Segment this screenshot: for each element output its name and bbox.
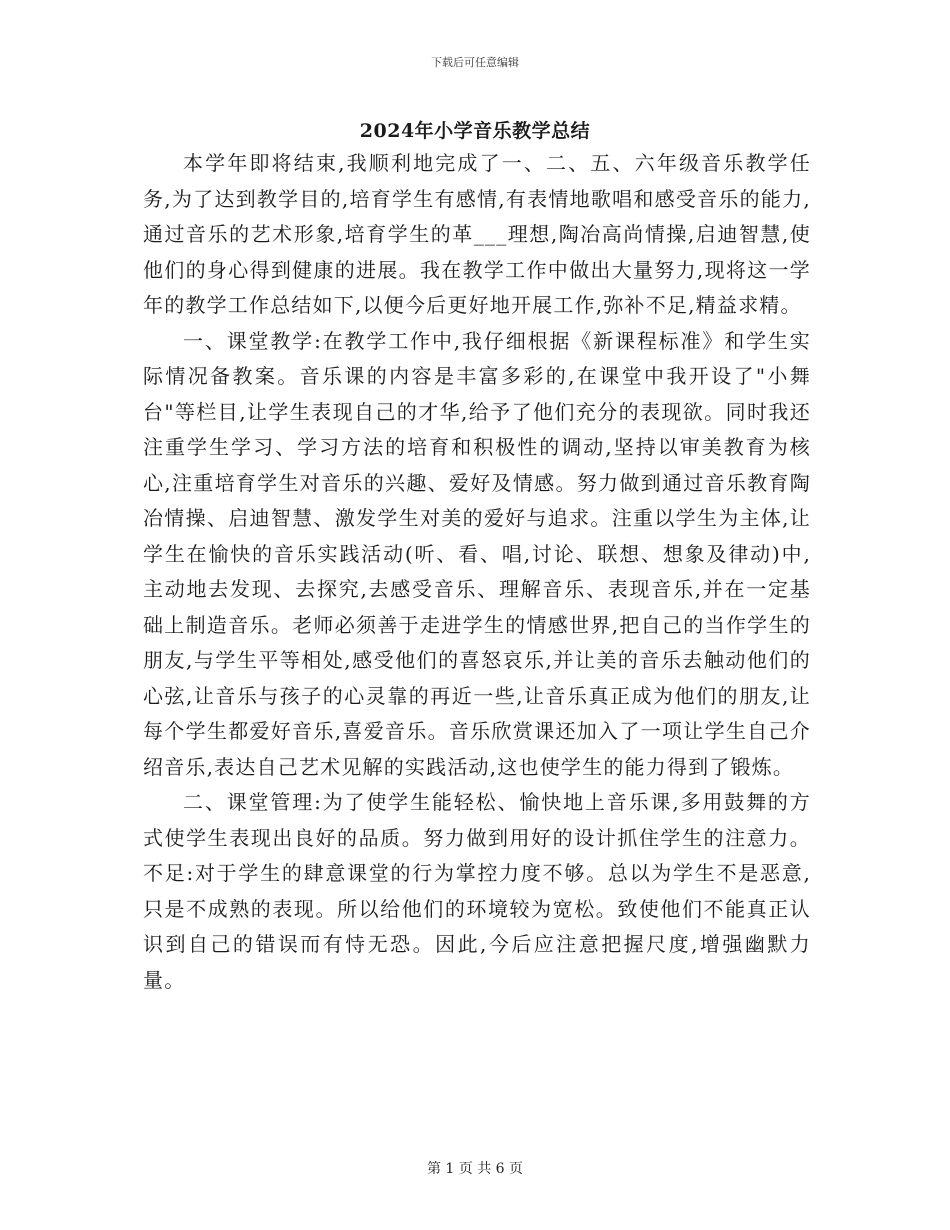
document-body [143, 146, 811, 998]
paragraph-classroom-management: 二、课堂管理:为了使学生能轻松、愉快地上音乐课,多用鼓舞的方式使学生表现出良好的品质。努力做到用好的设计抓住学生的注意力。不足:对于学生的肆意课堂的行为掌控力度不够。总以为学生不是恶意,只是不成熟的表现。所以给他们的环境较为宽松。致使他们不能真正认识到自己的错误而有恃无恐。因此,今后应注意把握尺度,增强幽默力量。 [143, 790, 811, 992]
page-number: 第 1 页 共 6 页 [426, 1161, 524, 1177]
paragraph-intro: 本学年即将结束,我顺利地完成了一、二、五、六年级音乐教学任务,为了达到教学目的,培育学生有感情,有表情地歌唱和感受音乐的能力,通过音乐的艺术形象,培育学生的革___理想,陶冶高尚情操,启迪智慧,使他们的身心得到健康的进展。我在教学工作中做出大量努力,现将这一学年的教学工作总结如下,以便今后更好地开展工作,弥补不足,精益求精。 [143, 151, 811, 317]
paragraph-classroom-teaching: 一、课堂教学:在教学工作中,我仔细根据《新课程标准》和学生实际情况备教案。音乐课的内容是丰富多彩的,在课堂中我开设了"小舞台"等栏目,让学生表现自己的才华,给予了他们充分的表现欲。同时我还注重学生学习、学习方法的培育和积极性的调动,坚持以审美教育为核心,注重培育学生对音乐的兴趣、爱好及情感。努力做到通过音乐教育陶冶情操、启迪智慧、激发学生对美的爱好与追求。注重以学生为主体,让学生在愉快的音乐实践活动(听、看、唱,讨论、联想、想象及律动)中,主动地去发现、去探究,去感受音乐、理解音乐、表现音乐,并在一定基础上制造音乐。老师必须善于走进学生的情感世界,把自己的当作学生的朋友,与学生平等相处,感受他们的喜怒哀乐,并让美的音乐去触动他们的心弦,让音乐与孩子的心灵靠的再近一些,让音乐真正成为他们的朋友,让每个学生都爱好音乐,喜爱音乐。音乐欣赏课还加入了一项让学生自己介绍音乐,表达自己艺术见解的实践活动,这也使学生的能力得到了锻炼。 [143, 328, 811, 779]
document-title: 2024年小学音乐教学总结 [359, 120, 591, 142]
download-note: 下载后可任意编辑 [431, 56, 519, 69]
